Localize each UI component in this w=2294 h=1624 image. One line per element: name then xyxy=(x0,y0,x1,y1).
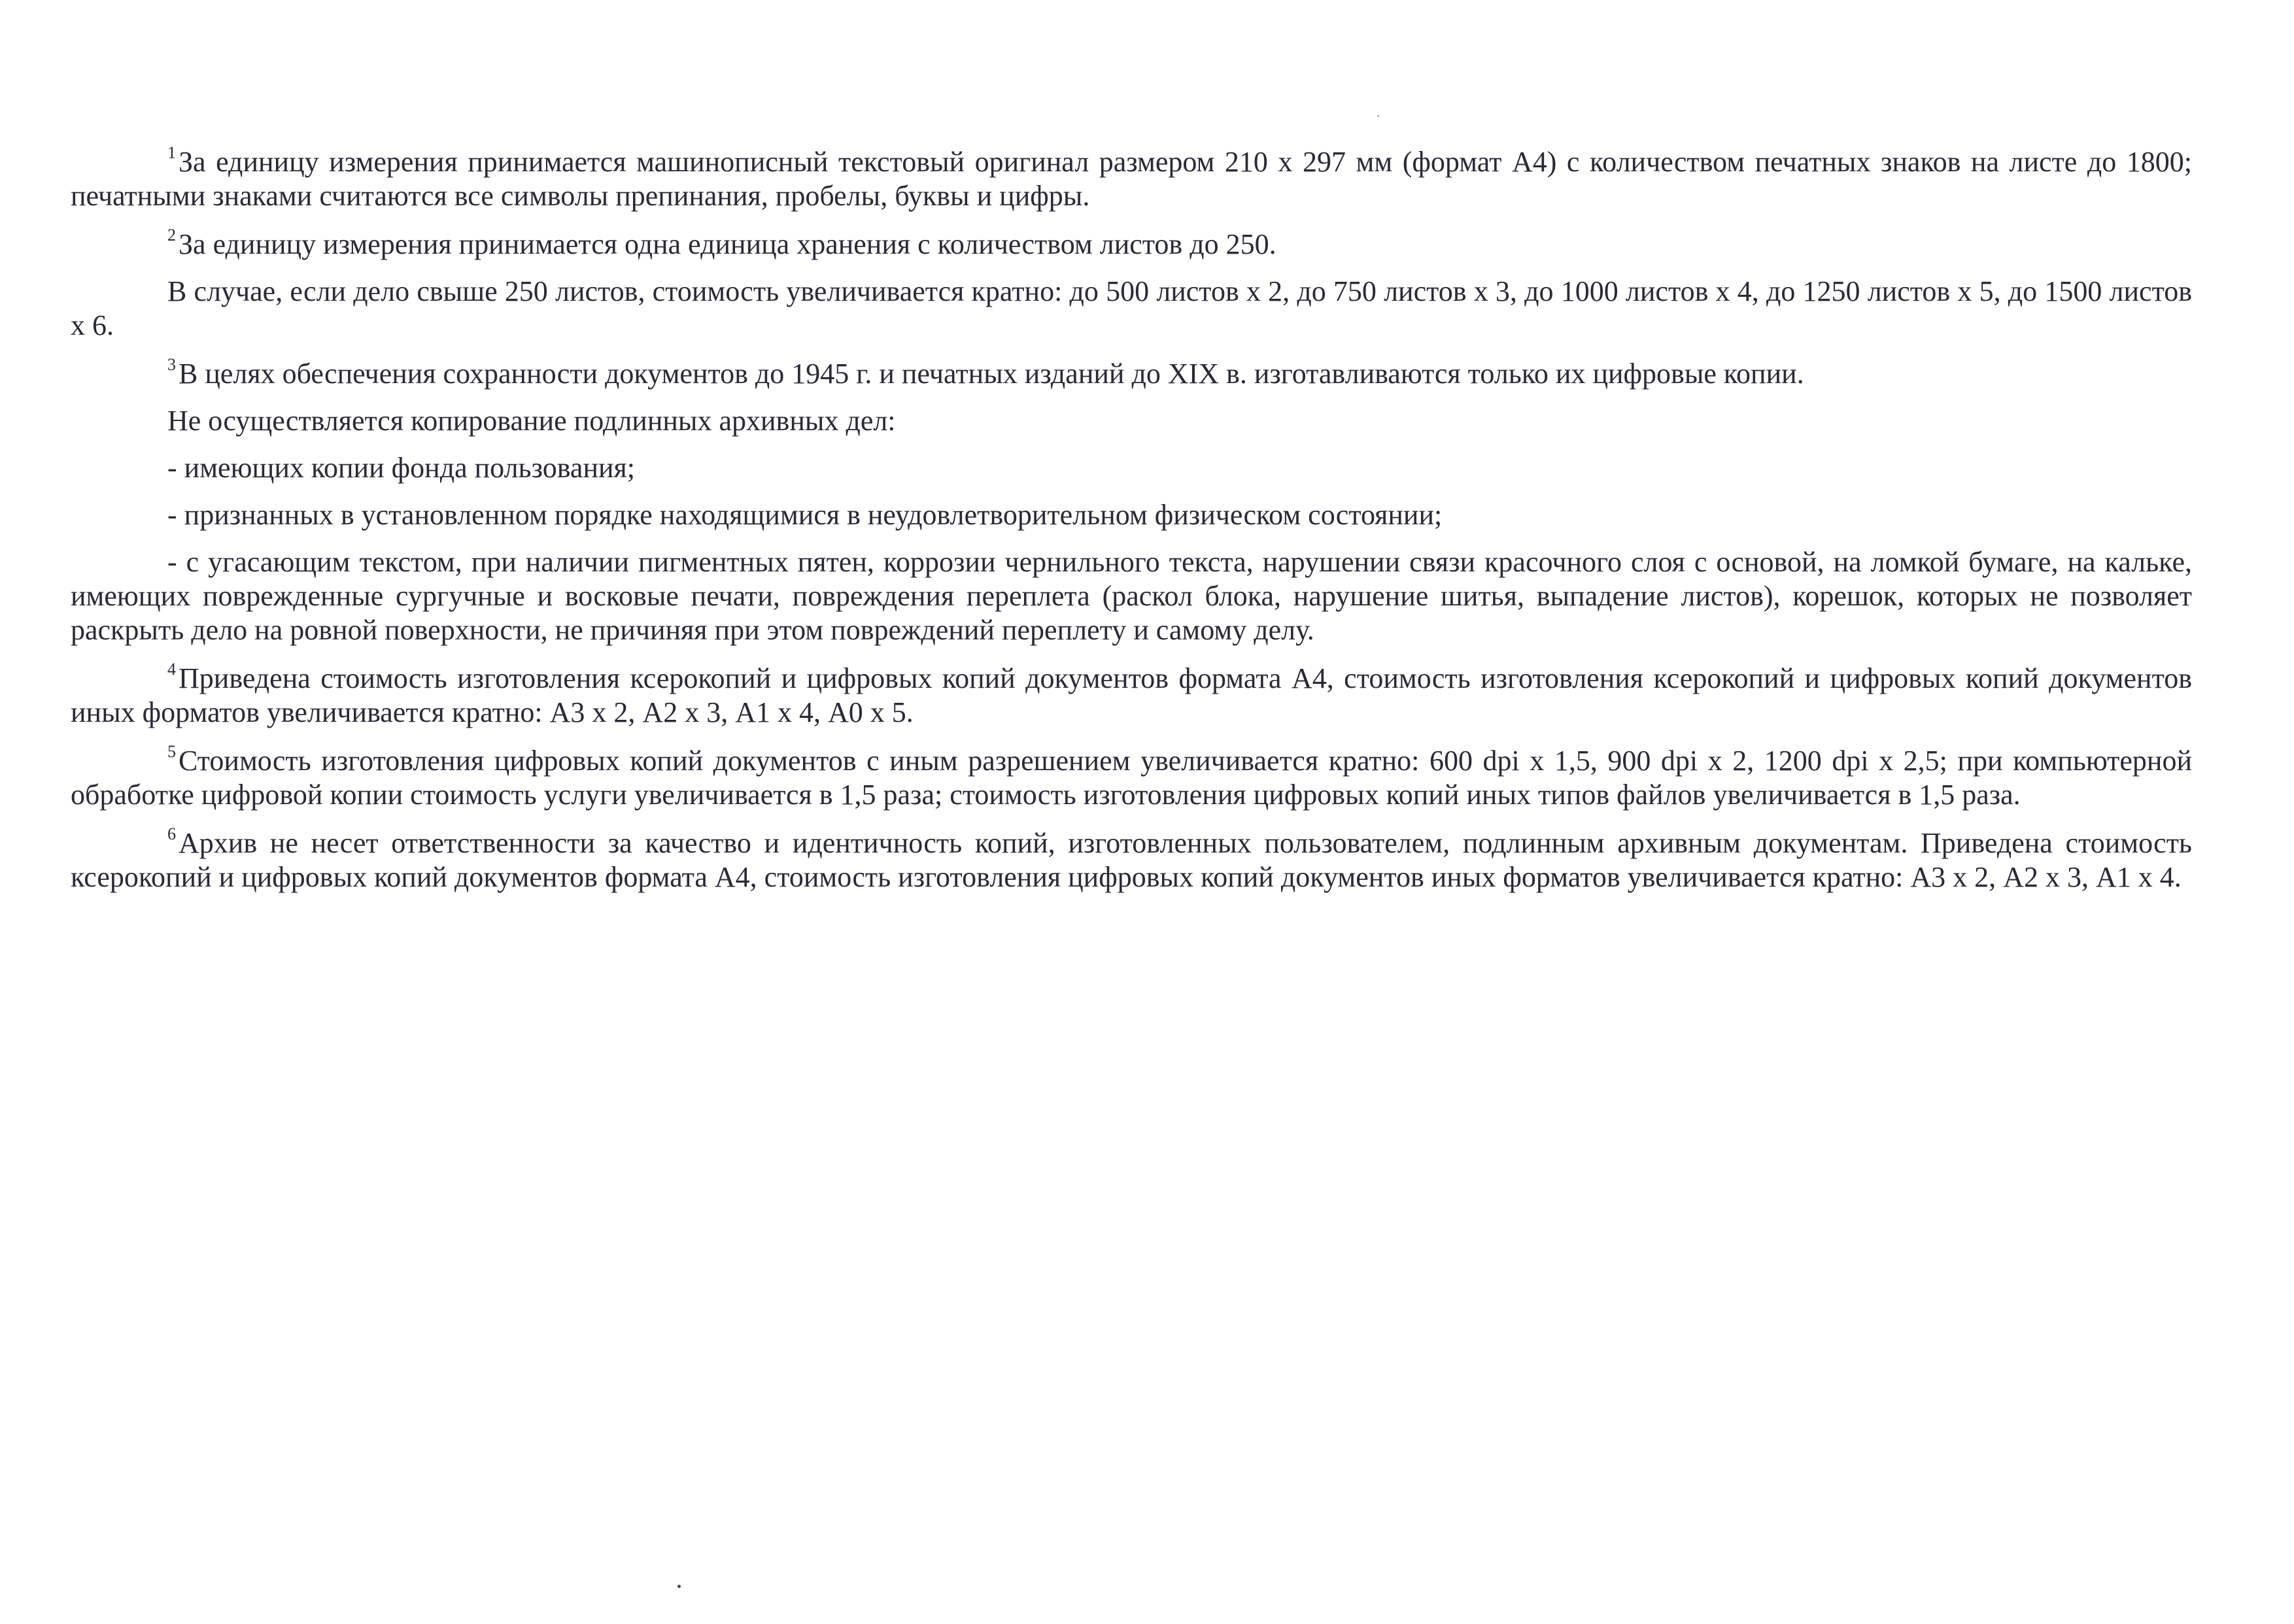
scan-speck xyxy=(677,1585,681,1588)
footnote-marker: 3 xyxy=(167,355,176,375)
footnote-2-continuation xyxy=(71,275,2192,343)
footnote-3-restriction-item-3 xyxy=(71,545,2192,647)
footnotes-block xyxy=(71,145,2192,909)
footnote-4 xyxy=(71,662,2192,730)
footnote-3-restriction-intro xyxy=(71,404,2192,438)
footnote-6 xyxy=(71,826,2192,894)
footnote-text: Не осуществляется копирование подлинных архивных дел: xyxy=(167,405,896,437)
footnote-text: Приведена стоимость изготовления ксерокопий и цифровых копий документов формата А4, стоимость изготовления ксерокопий и цифровых копий документов иных форматов увеличивается кратно: А3 х 2, А2 х 3, А1 х 4, А0 х 5. xyxy=(71,662,2192,728)
footnote-marker: 4 xyxy=(167,660,176,679)
footnote-text: В целях обеспечения сохранности документов до 1945 г. и печатных изданий до XIX в. изготавливаются только их цифровые копии. xyxy=(179,358,1804,390)
footnote-5 xyxy=(71,744,2192,812)
footnote-marker: 5 xyxy=(167,742,176,762)
scan-speck xyxy=(1377,115,1379,117)
footnote-text: Стоимость изготовления цифровых копий документов с иным разрешением увеличивается кратно: 600 dpi х 1,5, 900 dpi х 2, 1200 dpi х 2,5; при компьютерной обработке цифровой копии стоимость услуги увеличивается в 1,5 раза; стоимость изготовления цифровых копий иных типов файлов увеличивается в 1,5 раза. xyxy=(71,745,2192,811)
footnote-3 xyxy=(71,357,2192,391)
footnote-marker: 6 xyxy=(167,824,176,844)
footnote-2 xyxy=(71,228,2192,262)
footnote-text: - с угасающим текстом, при наличии пигментных пятен, коррозии чернильного текста, нарушении связи красочного слоя с основой, на ломкой бумаге, на кальке, имеющих поврежденные сургучные и восковые печати, повреждения переплета (раскол блока, нарушение шитья, выпадение листов), корешок, которых не позволяет раскрыть дело на ровной поверхности, не причиняя при этом повреждений переплету и самому делу. xyxy=(71,546,2192,646)
footnote-text: Архив не несет ответственности за качество и идентичность копий, изготовленных пользователем, подлинным архивным документам. Приведена стоимость ксерокопий и цифровых копий документов формата А4, стоимость изготовления цифровых копий документов иных форматов увеличивается кратно: А3 х 2, А2 х 3, А1 х 4. xyxy=(71,827,2192,893)
footnote-text: - имеющих копии фонда пользования; xyxy=(167,452,636,484)
footnote-3-restriction-item-1 xyxy=(71,451,2192,485)
footnote-text: За единицу измерения принимается машинописный текстовый оригинал размером 210 х 297 мм (формат А4) с количеством печатных знаков на листе до 1800; печатными знаками считаются все символы препинания, пробелы, буквы и цифры. xyxy=(71,146,2192,212)
footnote-text: - признанных в установленном порядке находящимися в неудовлетворительном физическом состоянии; xyxy=(167,499,1443,531)
footnote-text: За единицу измерения принимается одна единица хранения с количеством листов до 250. xyxy=(179,228,1276,260)
footnote-1 xyxy=(71,145,2192,213)
footnote-text: В случае, если дело свыше 250 листов, стоимость увеличивается кратно: до 500 листов х 2, до 750 листов х 3, до 1000 листов х 4, до 1250 листов х 5, до 1500 листов х 6. xyxy=(71,275,2192,341)
footnote-3-restriction-item-2 xyxy=(71,498,2192,532)
footnote-marker: 1 xyxy=(167,143,176,163)
footnote-marker: 2 xyxy=(167,226,176,245)
